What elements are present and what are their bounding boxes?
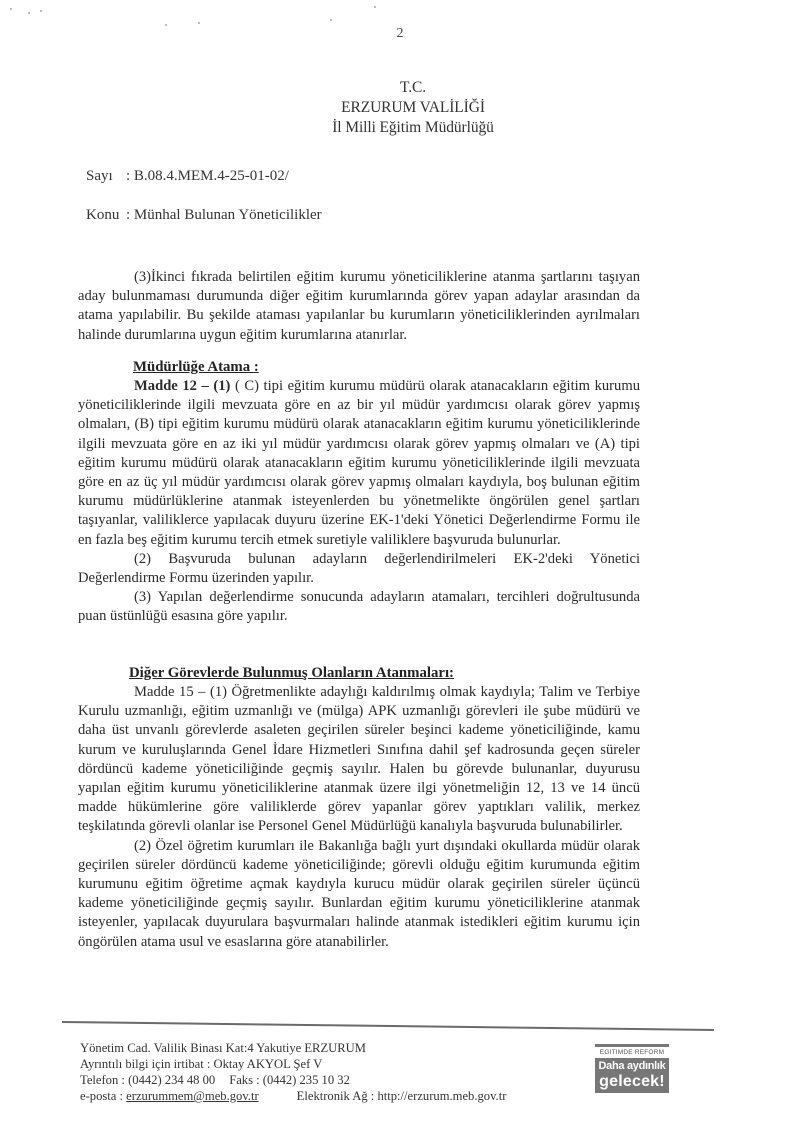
madde-12-text: ( C) tipi eğitim kurumu müdürü olarak atanacakların eğitim kurumu yöneticiliklerinde ilgili mevzuata göre en az bir yıl müdür yardımcısı olarak görev yapmış olmaları, (B) tipi eğitim kurumu müdürü olarak atanacakların eğitim kurumu yöneticiliklerinde ilgili mevzuata göre en az iki yıl müdür yardımcısı olarak görev yapmış olmaları ve (A) tipi eğitim kurumu müdürü olarak atanacakların eğitim kurumu yöneticiliklerinde ilgili mevzuata göre en az üç yıl müdür yardımcısı olarak görev yapmış olmaları kaydıyla, boş bulunan eğitim kurumu müdürlüklerine atanmak isteyenlerden bu yönetmelikte öngörülen genel şartları taşıyanlar, valiliklerce yapılacak duyuru üzerine EK-1'deki Yönetici Değerlendirme Formu ile en fazla beş eğitim kurumu tercih etmek suretiyle valiliklere başvuruda bulunurlar.	[78, 378, 640, 548]
madde-12-paragraph-1	[78, 377, 640, 550]
logo-box	[595, 1058, 669, 1093]
section-2	[78, 377, 640, 627]
scan-speck	[40, 10, 42, 12]
scan-speck	[198, 22, 200, 24]
letterhead-tc: T.C.	[399, 79, 426, 96]
footer-email-web	[80, 1088, 506, 1104]
scan-speck	[10, 8, 12, 10]
scan-speck	[330, 19, 332, 21]
letterhead	[0, 78, 800, 138]
madde-12-label: Madde 12 – (1)	[134, 378, 231, 394]
madde-12-paragraph-3: (3) Yapılan değerlendirme sonucunda adayların atamaları, tercihleri doğrultusunda puan üstünlüğü esasına göre yapılır.	[78, 589, 640, 625]
footer-web: Elektronik Ağ : http://erzurum.meb.gov.tr	[296, 1089, 507, 1103]
scan-speck	[374, 6, 376, 8]
madde-15-paragraph-1: Madde 15 – (1) Öğretmenlikte adaylığı kaldırılmış olmak kaydıyla; Talim ve Terbiye Kurulu uzmanlığı, eğitim uzmanlığı ve (mülga) APK uzmanlığı görevleri ile şube müdürü ve daha üst unvanlı görevlerde asaleten geçirilen süreler beşinci kademe yöneticiliğinde, kamu kurum ve kuruluşlarında Genel İdare Hizmetleri Sınıfına dahil şef kadrosunda geçen süreler dördüncü kademe yöneticiliğinde geçmiş sayılır. Halen bu görevde bulunanlar, duyurusu yapılan eğitim kurumu yöneticiliklerine atanmak üzere ilgi yönetmeliğin 12, 13 ve 14 üncü madde hükümlerine göre valiliklerde görev yapanlar görev yaptıkları valilik, merkez teşkilatında görevli olanlar ise Personel Genel Müdürlüğü kanalıyla başvuruda bulunabilirler.	[78, 684, 640, 835]
footer-contact-person: Ayrıntılı bilgi için irtibat : Oktay AKYOL Şef V	[80, 1057, 323, 1071]
logo-top-text: EGITIMDE REFORM	[599, 1049, 665, 1056]
footer-phone-fax	[80, 1072, 506, 1088]
subject-label: Konu	[86, 207, 120, 223]
logo-bar	[595, 1044, 669, 1047]
reference-label: Sayı	[86, 168, 113, 184]
section-heading-diger-gorevler: Diğer Görevlerde Bulunmuş Olanların Atanmaları:	[129, 665, 454, 681]
footer-email-label: e-posta :	[80, 1089, 127, 1103]
reference-number	[86, 168, 289, 185]
reference-value: : B.08.4.MEM.4-25-01-02/	[126, 168, 289, 184]
section-1-paragraph: (3)İkinci fıkrada belirtilen eğitim kurumu yöneticiliklerine atanma şartlarını taşıyan aday bulunmaması durumunda diğer eğitim kurumlarında görev yapan adaylar arasından da atama yapılabilir. Bu şekilde ataması yapılanlar bu kurumların yöneticiliklerinden ayrılmaları halinde durumlarına uygun eğitim kurumlarına atanırlar.	[78, 269, 640, 343]
footer-fax: Faks : (0442) 235 10 32	[229, 1073, 350, 1087]
madde-12-paragraph-2: (2) Başvuruda bulunan adayların değerlendirilmeleri EK-2'deki Yönetici Değerlendirme Formu üzerinden yapılır.	[78, 550, 640, 587]
section-heading-mudurluge-atama: Müdürlüğe Atama :	[133, 359, 259, 375]
logo-line-1: Daha aydınlık	[598, 1060, 666, 1072]
page-number: 2	[396, 26, 404, 41]
subject-value: : Münhal Bulunan Yöneticilikler	[126, 207, 322, 223]
section-1	[78, 268, 640, 345]
letterhead-directorate: İl Milli Eğitim Müdürlüğü	[332, 119, 494, 136]
subject	[86, 207, 322, 224]
education-reform-logo	[595, 1044, 669, 1093]
footer-phone: Telefon : (0442) 234 48 00	[80, 1073, 216, 1087]
footer-contact	[80, 1040, 506, 1104]
logo-line-2: gelecek!	[599, 1073, 665, 1090]
scan-speck	[28, 12, 30, 14]
footer-divider	[62, 1021, 714, 1031]
footer-email-link[interactable]: erzurummem@meb.gov.tr	[126, 1089, 259, 1103]
madde-15-paragraph-2: (2) Özel öğretim kurumları ile Bakanlığa bağlı yurt dışındaki okullarda müdür olarak geçirilen süreler dördüncü kademe yöneticiliğinde; görevli olduğu eğitim kurumunda eğitim kurumunu eğitim öğretime açmak kaydıyla kurucu müdür olarak geçirilen süreler üçüncü kademe yöneticiliğinde geçmiş sayılır. Bunlardan eğitim kurumu yöneticiliklerine atanmak isteyenler, yapılacak duyurulara başvurmaları halinde atanmak istedikleri eğitim kurumu için öngörülen atama usul ve esaslarına göre atanabilirler.	[78, 837, 640, 950]
footer-address: Yönetim Cad. Valilik Binası Kat:4 Yakutiye ERZURUM	[80, 1041, 366, 1055]
section-3	[78, 683, 640, 952]
letterhead-governorship: ERZURUM VALİLİĞİ	[341, 99, 485, 116]
